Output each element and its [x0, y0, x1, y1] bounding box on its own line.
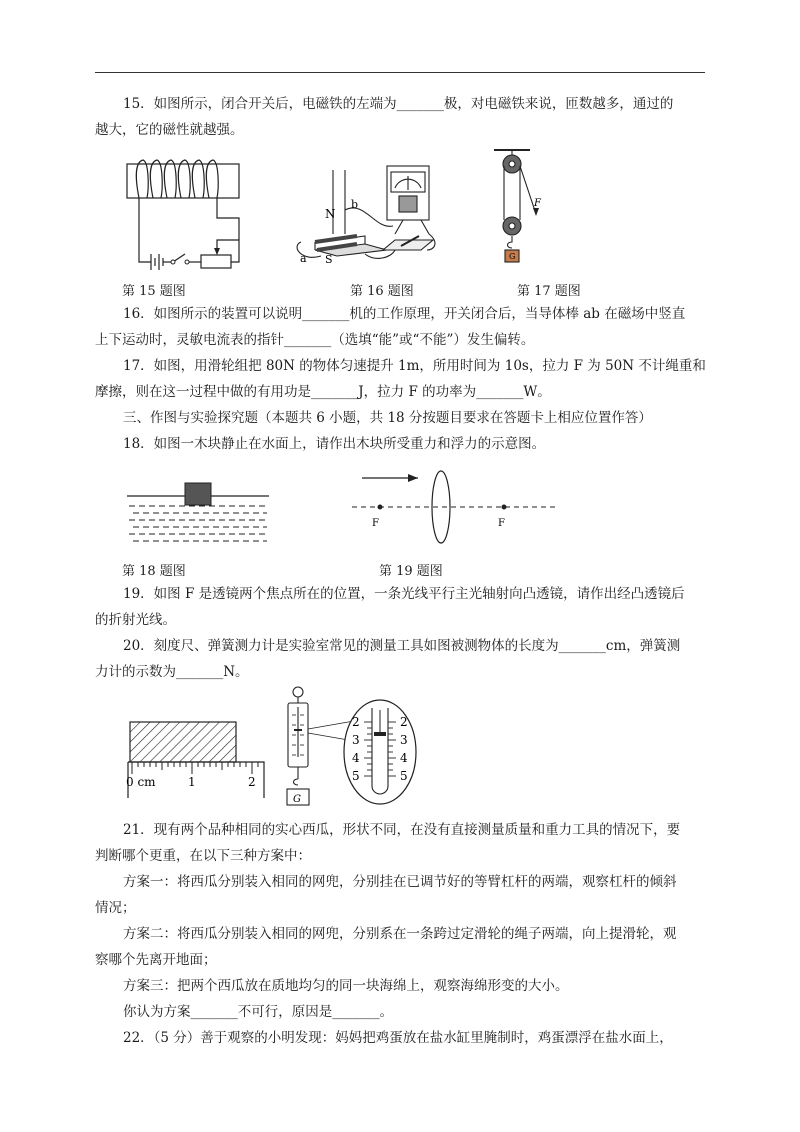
zoom-mark-right-4: 4 — [400, 751, 408, 765]
q22-line1: 22．（5 分）善于观察的小明发现：妈妈把鸡蛋放在盐水缸里腌制时，鸡蛋漂浮在盐水面上， — [123, 1030, 673, 1046]
fig17-weight-label: G — [509, 252, 516, 261]
spring-scale-zoom-diagram — [340, 700, 420, 810]
q20-line2: 力计的示数为_______N。 — [95, 664, 249, 680]
q15-line2: 越大，它的磁性就越强。 — [95, 122, 244, 138]
fig19-convex-lens-diagram — [352, 470, 562, 550]
header-rule — [95, 72, 705, 73]
fig15-caption: 第 15 题图 — [122, 284, 186, 299]
ruler-one-label: 1 — [188, 775, 196, 789]
fig19-caption: 第 19 题图 — [379, 564, 443, 579]
q21-answer: 你认为方案_______不可行，原因是_______。 — [123, 1004, 393, 1020]
q18-text: 18．如图一木块静止在水面上，请作出木块所受重力和浮力的示意图。 — [123, 436, 546, 452]
zoom-mark-right-5: 5 — [400, 769, 408, 783]
ruler-two-label: 2 — [248, 775, 256, 789]
q21-plan3: 方案三：把两个西瓜放在质地均匀的同一块海绵上，观察海绵形变的大小。 — [123, 978, 569, 994]
fig19-focus-right-label: F — [498, 518, 505, 529]
section3-heading: 三、作图与实验探究题（本题共 6 小题，共 18 分按题目要求在答题卡上相应位置作答） — [123, 410, 652, 426]
spring-scale-weight-label: G — [293, 794, 301, 805]
ruler-diagram — [124, 718, 274, 798]
fig17-pulley-diagram — [490, 148, 550, 268]
fig19-focus-left-label: F — [372, 518, 379, 529]
fig16-north-label: N — [325, 207, 336, 221]
q15-line1: 15．如图所示，闭合开关后，电磁铁的左端为_______极，对电磁铁来说，匝数越多，通过的 — [123, 96, 674, 112]
fig17-caption: 第 17 题图 — [517, 284, 581, 299]
spring-scale-diagram — [282, 685, 342, 815]
q19-line2: 的折射光线。 — [95, 612, 176, 628]
q16-line2: 上下运动时，灵敏电流表的指针_______（选填“能”或“不能”）发生偏转。 — [95, 332, 535, 348]
zoom-mark-left-5: 5 — [352, 769, 360, 783]
fig18-caption: 第 18 题图 — [122, 564, 186, 579]
fig16-south-label: S — [325, 253, 333, 266]
q20-line1: 20．刻度尺、弹簧测力计是实验室常见的测量工具如图被测物体的长度为_______cm，弹簧测 — [123, 638, 681, 654]
q17-line1: 17．如图，用滑轮组把 80N 的物体匀速提升 1m，所用时间为 10s，拉力 F 为 50N 不计绳重和 — [123, 358, 706, 374]
zoom-mark-right-2: 2 — [400, 715, 408, 729]
q21-line2: 判断哪个更重，在以下三种方案中： — [95, 848, 311, 864]
q21-plan1-line1: 方案一：将西瓜分别装入相同的网兜，分别挂在已调节好的等臂杠杆的两端，观察杠杆的倾斜 — [123, 874, 677, 890]
ruler-zero-label: 0 cm — [126, 775, 156, 789]
zoom-mark-left-4: 4 — [352, 751, 360, 765]
q21-plan2-line1: 方案二：将西瓜分别装入相同的网兜，分别系在一条跨过定滑轮的绳子两端，向上提滑轮，观 — [123, 926, 677, 942]
zoom-mark-left-2: 2 — [352, 715, 360, 729]
fig16-b-label: b — [351, 198, 359, 211]
q19-line1: 19．如图 F 是透镜两个焦点所在的位置，一条光线平行主光轴射向凸透镜，请作出经凸透镜后 — [123, 586, 685, 602]
zoom-mark-left-3: 3 — [352, 733, 360, 747]
q17-line2: 摩擦，则在这一过程中做的有用功是_______J，拉力 F 的功率为_______W。 — [95, 384, 551, 400]
fig15-electromagnet-diagram — [125, 158, 255, 268]
fig18-floating-block-diagram — [127, 480, 272, 550]
fig16-a-label: a — [300, 252, 307, 265]
zoom-mark-right-3: 3 — [400, 733, 408, 747]
q21-line1: 21．现有两个品种相同的实心西瓜，形状不同，在没有直接测量质量和重力工具的情况下，要 — [123, 822, 681, 838]
q16-line1: 16．如图所示的装置可以说明_______机的工作原理，开关闭合后，当导体棒 ab 在磁场中竖直 — [123, 306, 686, 322]
fig17-force-label: F — [534, 198, 541, 209]
fig16-generator-diagram — [295, 150, 445, 270]
fig16-caption: 第 16 题图 — [350, 284, 414, 299]
q21-plan2-line2: 察哪个先离开地面； — [95, 952, 217, 968]
q21-plan1-line2: 情况； — [95, 900, 136, 916]
